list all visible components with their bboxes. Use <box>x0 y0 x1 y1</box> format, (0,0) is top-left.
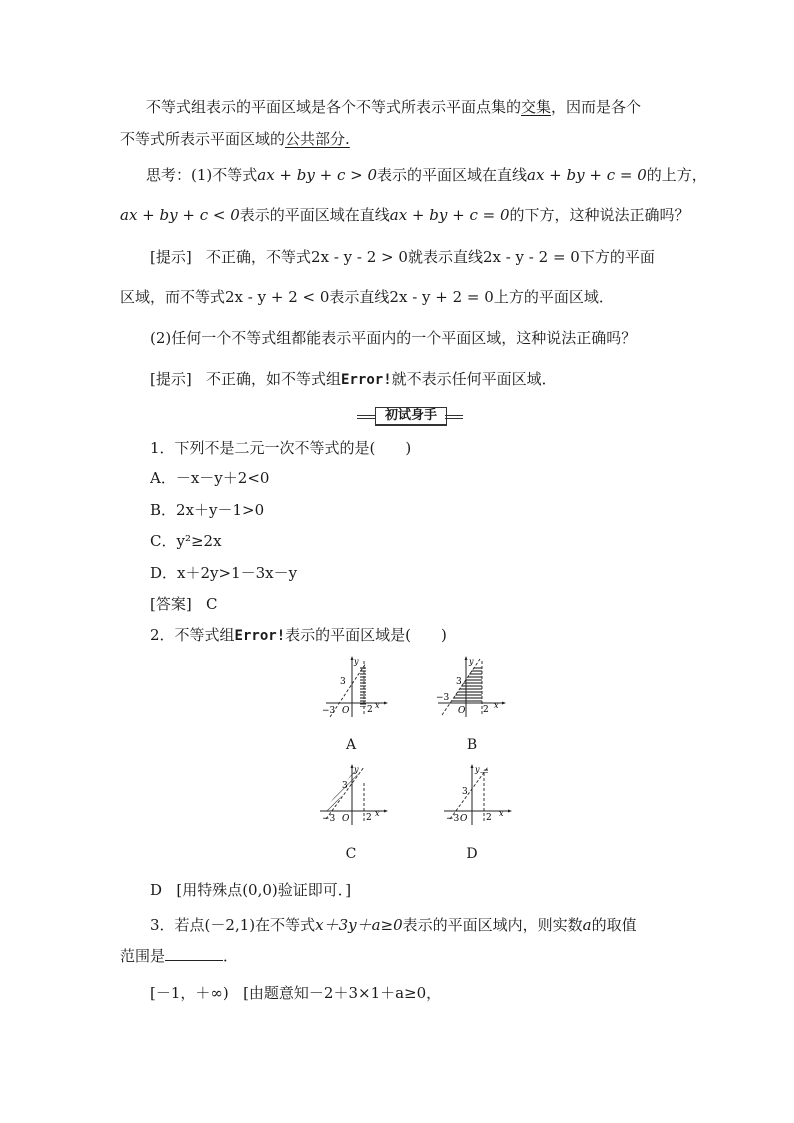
graph-d <box>442 763 512 826</box>
para-text: ，因而是各个 <box>551 98 642 116</box>
hint1-line-2 <box>120 287 614 307</box>
tick-label: 3 <box>462 787 468 797</box>
origin-label: O <box>460 814 468 824</box>
q3-line-2 <box>120 946 238 966</box>
axis-name: x <box>499 809 504 818</box>
text: 区域，而不等式 <box>120 288 226 306</box>
answer-value: D <box>150 881 163 899</box>
math: 2x - y + 2 < 0 <box>225 288 330 306</box>
tick-label: 2 <box>367 705 373 715</box>
axis-name: y <box>469 657 474 666</box>
graph-label-a: A <box>345 737 357 753</box>
text: 表示直线 <box>329 288 390 306</box>
hint2-line <box>150 369 557 390</box>
tick-label: −3 <box>322 814 336 824</box>
math: x＋3y＋a≥0 <box>315 916 403 934</box>
text: 就不表示任何平面区域． <box>391 370 557 388</box>
tick-label: 2 <box>366 813 372 823</box>
para-text: 不等式所表示平面区域的 <box>120 130 286 148</box>
para-underlined: 公共部分 <box>285 130 346 148</box>
math: ax + by + c = 0 <box>389 206 510 224</box>
option-text: x＋2y>1－3x－y <box>177 564 298 582</box>
axis-name: y <box>354 657 359 666</box>
text: (2)任何一个不等式组都能表示平面内的一个平面区域，这种说法正确吗？ <box>150 329 637 347</box>
math: 2x - y + 2 = 0 <box>389 288 494 306</box>
axis-name: x <box>375 701 380 710</box>
hint1-line-1 <box>150 247 655 267</box>
q3-answer <box>150 983 441 1003</box>
tick-label: −3 <box>322 706 336 716</box>
option-text: 2x＋y－1>0 <box>176 501 265 519</box>
error-text: Error! <box>234 628 286 644</box>
q1-option-a <box>150 468 269 488</box>
q2-stem <box>150 625 447 646</box>
banner-bar-right <box>445 415 463 419</box>
explain-text: [由题意知－2＋3×1＋a≥0， <box>243 984 442 1002</box>
para-text: 不等式组表示的平面区域是各个不等式所表示平面点集的 <box>146 98 522 116</box>
text: 上方的平面区域． <box>493 288 614 306</box>
math: 2x - y - 2 > 0 <box>311 248 408 266</box>
explain-text: [用特殊点(0,0)验证即可．] <box>176 881 352 899</box>
graph-b <box>436 655 506 718</box>
text: 表示的平面区域内，则实数 <box>402 916 583 934</box>
axis-name: y <box>354 765 359 774</box>
graph-a <box>318 655 388 718</box>
banner-bar-left <box>357 415 375 419</box>
text: 下方的平面 <box>579 248 655 266</box>
option-label: D． <box>150 564 178 582</box>
axis-name: y <box>475 765 480 774</box>
graph-label-d: D <box>466 846 478 862</box>
text: 的上方， <box>646 166 707 184</box>
origin-label: O <box>342 706 350 716</box>
para-text: . <box>345 130 350 148</box>
section-banner <box>357 407 463 425</box>
axis-name: x <box>375 809 380 818</box>
error-text: Error! <box>341 372 392 388</box>
text: ． <box>223 947 239 965</box>
math: a <box>582 916 592 934</box>
paragraph-line-2 <box>120 129 350 149</box>
text: 就表示直线 <box>407 248 483 266</box>
hint-tag: [提示] <box>150 370 192 388</box>
q2-answer <box>150 880 351 900</box>
text: 的下方，这种说法正确吗？ <box>509 206 690 224</box>
tick-label: 2 <box>486 813 492 823</box>
axis-name: x <box>494 701 499 710</box>
think1-line-1 <box>146 165 707 185</box>
option-text: y²≥2x <box>176 532 222 550</box>
text: 不正确，不等式 <box>206 248 312 266</box>
graph-c <box>318 763 388 826</box>
origin-label: O <box>342 814 350 824</box>
text: 1．下列不是二元一次不等式的是( ) <box>150 439 412 457</box>
q3-line-1 <box>150 915 637 935</box>
math: ax + by + c > 0 <box>257 166 377 184</box>
banner-title: 初试身手 <box>375 407 447 426</box>
text: 范围是 <box>120 947 166 965</box>
graph-label-b: B <box>466 737 478 753</box>
q1-stem <box>150 438 411 458</box>
tick-label: 2 <box>483 705 489 715</box>
text: 表示的平面区域在直线 <box>239 206 390 224</box>
math: ax + by + c = 0 <box>527 166 647 184</box>
option-label: C． <box>150 532 177 550</box>
para-underlined: 交集 <box>521 98 552 116</box>
hint-tag: [提示] <box>150 248 192 266</box>
shade-region <box>324 771 358 811</box>
answer-blank <box>165 946 223 961</box>
text: 思考：(1)不等式 <box>146 166 258 184</box>
q1-option-d <box>150 563 297 583</box>
text: 2．不等式组 <box>150 626 235 644</box>
text: 的取值 <box>591 916 637 934</box>
paragraph-line-1 <box>146 97 641 117</box>
tick-label: 3 <box>342 781 348 791</box>
option-text: －x－y＋2<0 <box>175 469 270 487</box>
tick-label: 3 <box>456 677 462 687</box>
answer-tag: [答案] <box>150 595 192 613</box>
answer-value: [－1，＋∞) <box>150 984 229 1002</box>
think1-line-2 <box>120 205 690 225</box>
q1-option-b <box>150 500 264 520</box>
origin-label: O <box>458 706 466 716</box>
answer-value: C <box>206 595 218 613</box>
tick-label: −3 <box>446 814 460 824</box>
shade-region <box>360 667 366 707</box>
math: ax + by + c < 0 <box>120 206 240 224</box>
tick-label: −3 <box>436 693 450 703</box>
option-label: A． <box>150 469 176 487</box>
graph-label-c: C <box>345 846 357 862</box>
text: 3．若点(－2,1)在不等式 <box>150 916 316 934</box>
text: 表示的平面区域是( ) <box>285 626 447 644</box>
think2-line <box>150 328 636 348</box>
text: 表示的平面区域在直线 <box>377 166 528 184</box>
tick-label: 3 <box>340 677 346 687</box>
q1-answer <box>150 594 218 614</box>
q1-option-c <box>150 531 222 551</box>
math: 2x - y - 2 = 0 <box>482 248 580 266</box>
text: 不正确，如不等式组 <box>206 370 342 388</box>
option-label: B． <box>150 501 177 519</box>
